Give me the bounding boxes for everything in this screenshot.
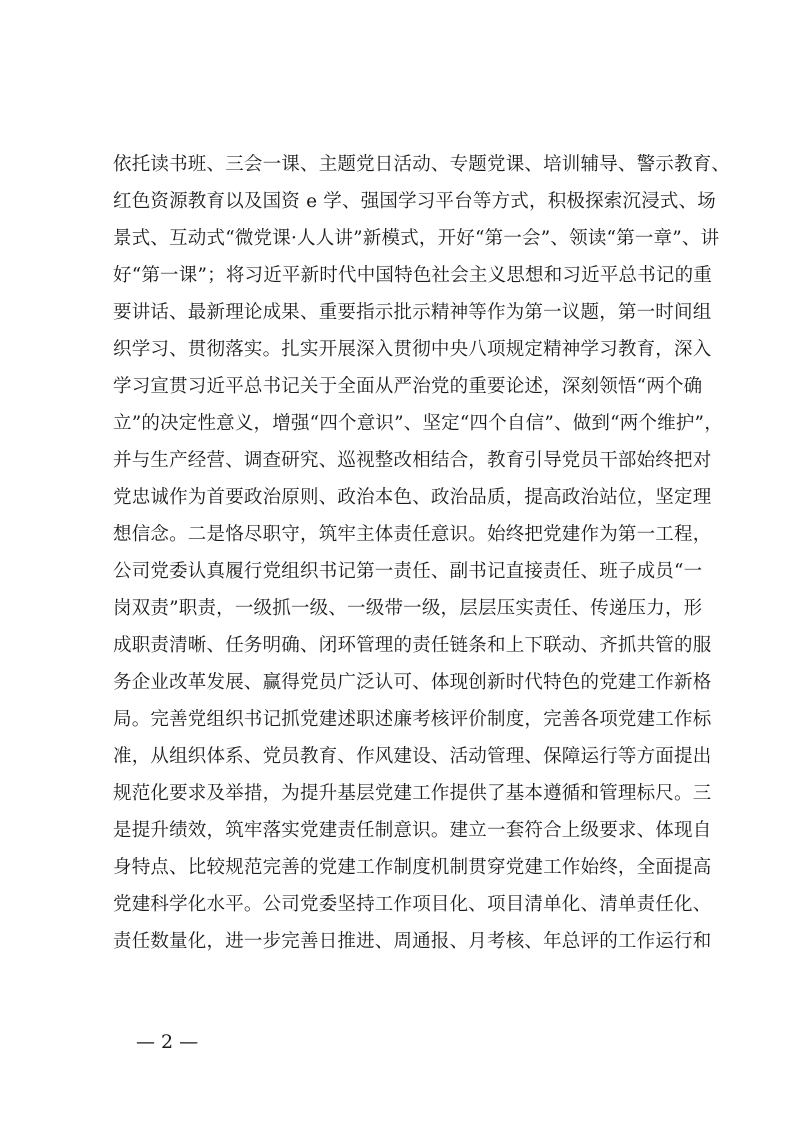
- text-line: 准，从组织体系、党员教育、作风建设、活动管理、保障运行等方面提出: [113, 746, 712, 767]
- text-line: 党忠诚作为首要政治原则、政治本色、政治品质，提高政治站位，坚定理: [113, 487, 712, 508]
- text-line: 并与生产经营、调查研究、巡视整改相结合，教育引导党员干部始终把对: [113, 450, 712, 471]
- text-line: 务企业改革发展、赢得党员广泛认可、体现创新时代特色的党建工作新格: [113, 672, 712, 693]
- text-line: 依托读书班、三会一课、主题党日活动、专题党课、培训辅导、警示教育、: [113, 154, 731, 175]
- text-line: 身特点、比较规范完善的党建工作制度机制贯穿党建工作始终，全面提高: [113, 857, 712, 878]
- text-line: 是提升绩效，筑牢落实党建责任制意识。建立一套符合上级要求、体现自: [113, 820, 712, 841]
- text-line: 党建科学化水平。公司党委坚持工作项目化、项目清单化、清单责任化、: [113, 894, 712, 915]
- text-line: 织学习、贯彻落实。扎实开展深入贯彻中央八项规定精神学习教育，深入: [113, 339, 712, 360]
- text-line: 要讲话、最新理论成果、重要指示批示精神等作为第一议题，第一时间组: [113, 302, 712, 323]
- text-line: 想信念。二是恪尽职守，筑牢主体责任意识。始终把党建作为第一工程，: [113, 524, 712, 545]
- text-line: 公司党委认真履行党组织书记第一责任、副书记直接责任、班子成员“一: [113, 561, 703, 582]
- text-line: 岗双责”职责，一级抓一级、一级带一级，层层压实责任、传递压力，形: [113, 598, 703, 619]
- text-line: 责任数量化，进一步完善日推进、周通报、月考核、年总评的工作运行和: [113, 931, 712, 952]
- text-line: 立”的决定性意义，增强“四个意识”、坚定“四个自信”、做到“两个维护”，: [113, 413, 723, 434]
- body-paragraph: [113, 146, 731, 960]
- text-line: 成职责清晰、任务明确、闭环管理的责任链条和上下联动、齐抓共管的服: [113, 635, 712, 656]
- page-number: — 2 —: [136, 1031, 199, 1053]
- text-line: 红色资源教育以及国资 e 学、强国学习平台等方式，积极探索沉浸式、场: [113, 191, 717, 212]
- text-line: 好“第一课”；将习近平新时代中国特色社会主义思想和习近平总书记的重: [113, 265, 713, 286]
- text-line: 规范化要求及举措，为提升基层党建工作提供了基本遵循和管理标尺。三: [113, 783, 712, 804]
- text-line: 学习宣贯习近平总书记关于全面从严治党的重要论述，深刻领悟“两个确: [113, 376, 703, 397]
- text-line: 局。完善党组织书记抓党建述职述廉考核评价制度，完善各项党建工作标: [113, 709, 712, 730]
- text-line: 景式、互动式“微党课·人人讲”新模式，开好“第一会”、领读“第一章”、讲: [113, 228, 720, 249]
